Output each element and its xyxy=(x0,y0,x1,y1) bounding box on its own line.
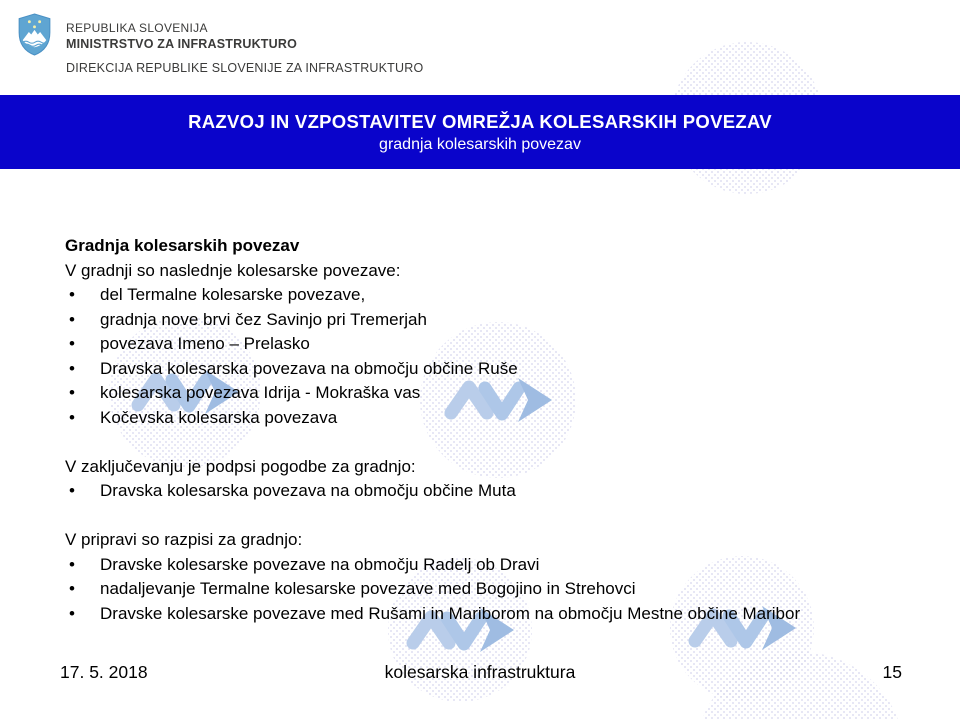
bullet-list xyxy=(65,479,925,504)
section-tenders-in-preparation xyxy=(65,528,925,626)
bullet-item: • del Termalne kolesarske povezave, xyxy=(65,283,925,308)
page-number: 15 xyxy=(882,662,902,682)
bullet-item: • Dravske kolesarske povezave na območju Radelj ob Dravi xyxy=(65,553,925,578)
section-intro: V zaključevanju je podpsi pogodbe za gradnjo: xyxy=(65,456,416,476)
bullet-item: • Dravska kolesarska povezava na območju občine Muta xyxy=(65,479,925,504)
section-contract-signing xyxy=(65,455,925,504)
bullet-item: • Dravska kolesarska povezava na območju občine Ruše xyxy=(65,357,925,382)
slide-subtitle: gradnja kolesarskih povezav xyxy=(379,136,581,153)
slovenia-coat-of-arms-icon xyxy=(18,13,51,56)
slide-title: RAZVOJ IN VZPOSTAVITEV OMREŽJA KOLESARSKIH POVEZAV xyxy=(188,111,772,132)
org-republic-label: REPUBLIKA SLOVENIJA xyxy=(66,21,208,35)
bullet-item: • kolesarska povezava Idrija - Mokraška vas xyxy=(65,381,925,406)
bullet-item: • gradnja nove brvi čez Savinjo pri Tremerjah xyxy=(65,308,925,333)
body-heading: Gradnja kolesarskih povezav xyxy=(65,236,300,255)
organization-block xyxy=(66,21,423,75)
bullet-item: • povezava Imeno – Prelasko xyxy=(65,332,925,357)
footer-title: kolesarska infrastruktura xyxy=(384,662,576,682)
bullet-item: • Kočevska kolesarska povezava xyxy=(65,406,925,431)
section-intro: V gradnji so naslednje kolesarske povezave: xyxy=(65,260,401,280)
title-banner xyxy=(0,95,960,169)
slide-body xyxy=(65,234,925,626)
slide-footer xyxy=(0,660,960,686)
section-in-construction xyxy=(65,234,925,430)
org-ministry-label: MINISTRSTVO ZA INFRASTRUKTURO xyxy=(66,37,298,51)
org-directorate-label: DIREKCIJA REPUBLIKE SLOVENIJE ZA INFRASTRUKTURO xyxy=(66,61,424,75)
bullet-list xyxy=(65,553,925,627)
header xyxy=(0,0,960,95)
bullet-item: • Dravske kolesarske povezave med Rušami in Mariborom na območju Mestne občine Maribor xyxy=(65,602,925,627)
section-intro: V pripravi so razpisi za gradnjo: xyxy=(65,530,303,549)
bullet-item: • nadaljevanje Termalne kolesarske povezave med Bogojino in Strehovci xyxy=(65,577,925,602)
bullet-list xyxy=(65,283,925,430)
footer-date: 17. 5. 2018 xyxy=(60,662,148,682)
